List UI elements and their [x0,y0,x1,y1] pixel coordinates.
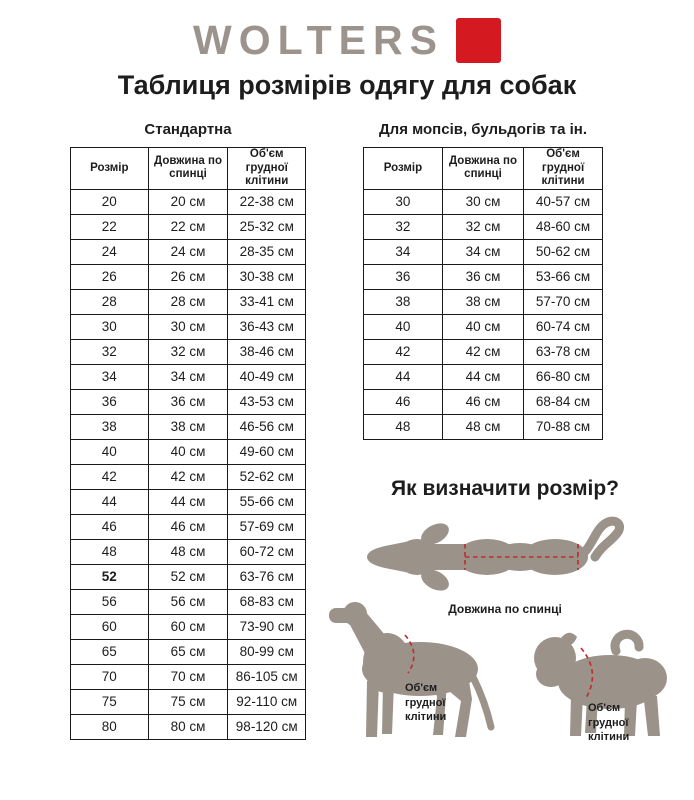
back-length-cell: 36 см [442,264,523,289]
pug-table-title: Для мопсів, бульдогів та ін. [378,121,588,138]
back-length-cell: 38 см [148,414,228,439]
size-cell: 38 [71,414,149,439]
back-length-cell: 40 см [442,314,523,339]
back-length-cell: 75 см [148,689,228,714]
chest-volume-label: Об'єм грудної клітини [405,682,447,723]
table-row [71,414,306,439]
chest-volume-cell: 43-53 см [228,389,306,414]
size-cell: 65 [71,639,149,664]
sizing-guide-title: Як визначити розмір? [391,477,619,500]
back-length-cell: 32 см [148,339,228,364]
back-length-cell: 28 см [148,289,228,314]
table-row [364,289,603,314]
size-cell: 22 [71,214,149,239]
back-length-cell: 24 см [148,239,228,264]
table-row [71,189,306,214]
table-row [71,214,306,239]
standard-size-table [70,147,306,740]
table-row [71,264,306,289]
chest-volume-cell: 57-69 см [228,514,306,539]
table-row [364,214,603,239]
back-length-cell: 32 см [442,214,523,239]
size-cell: 38 [364,289,443,314]
back-length-cell: 30 см [442,189,523,214]
chest-volume-cell: 48-60 см [524,214,603,239]
chest-volume-cell: 66-80 см [524,364,603,389]
size-cell: 36 [364,264,443,289]
table-row [364,389,603,414]
size-cell: 80 [71,714,149,739]
dog-top-view-silhouette [365,512,645,602]
chest-volume-cell: 28-35 см [228,239,306,264]
chest-volume-cell: 80-99 см [228,639,306,664]
chest-volume-cell: 30-38 см [228,264,306,289]
chest-volume-cell: 52-62 см [228,464,306,489]
chest-volume-cell: 86-105 см [228,664,306,689]
back-length-cell: 48 см [148,539,228,564]
back-length-cell: 70 см [148,664,228,689]
back-length-cell: 44 см [148,489,228,514]
size-cell: 70 [71,664,149,689]
size-cell: 44 [71,489,149,514]
size-cell: 30 [364,189,443,214]
chest-volume-column-header: Об'єм грудної клітини [524,148,603,190]
table-row [71,314,306,339]
chest-volume-cell: 40-57 см [524,189,603,214]
chest-volume-cell: 70-88 см [524,414,603,439]
back-length-cell: 52 см [148,564,228,589]
size-cell: 28 [71,289,149,314]
back-length-column-header: Довжина по спинці [148,148,228,190]
chest-volume-cell: 63-78 см [524,339,603,364]
back-length-cell: 20 см [148,189,228,214]
table-row [71,489,306,514]
size-cell: 42 [71,464,149,489]
table-row [71,564,306,589]
chest-volume-cell: 53-66 см [524,264,603,289]
back-length-cell: 30 см [148,314,228,339]
size-cell: 34 [71,364,149,389]
chest-volume-cell: 33-41 см [228,289,306,314]
standard-size-section [70,121,306,740]
size-cell: 48 [71,539,149,564]
chest-volume-cell: 68-84 см [524,389,603,414]
table-row [71,339,306,364]
table-row [364,239,603,264]
table-row [71,614,306,639]
back-length-cell: 44 см [442,364,523,389]
pug-size-section [363,121,603,440]
size-cell: 34 [364,239,443,264]
chest-volume-cell: 46-56 см [228,414,306,439]
size-cell: 40 [71,439,149,464]
back-length-cell: 40 см [148,439,228,464]
chest-volume-cell: 38-46 см [228,339,306,364]
table-row [71,289,306,314]
table-row [71,239,306,264]
size-cell: 26 [71,264,149,289]
chest-volume-cell: 49-60 см [228,439,306,464]
table-row [364,414,603,439]
back-length-cell: 42 см [442,339,523,364]
back-length-column-header: Довжина по спинці [442,148,523,190]
size-cell: 46 [364,389,443,414]
table-header-row [71,148,306,190]
table-row [71,539,306,564]
pug-size-table [363,147,603,440]
size-cell: 52 [71,564,149,589]
table-row [71,689,306,714]
size-cell: 20 [71,189,149,214]
chest-volume-cell: 22-38 см [228,189,306,214]
back-length-cell: 46 см [148,514,228,539]
back-length-cell: 42 см [148,464,228,489]
size-column-header: Розмір [364,148,443,190]
back-length-cell: 46 см [442,389,523,414]
table-row [71,514,306,539]
back-length-cell: 26 см [148,264,228,289]
chest-volume-cell: 36-43 см [228,314,306,339]
size-cell: 32 [364,214,443,239]
brand-logo-text: WOLTERS [193,17,444,63]
table-row [364,364,603,389]
chest-volume-label: Об'єм грудної клітини [588,702,630,743]
chest-volume-cell: 40-49 см [228,364,306,389]
size-cell: 42 [364,339,443,364]
chest-volume-cell: 60-72 см [228,539,306,564]
dog-top-view-icon [365,512,645,602]
back-length-cell: 22 см [148,214,228,239]
chest-volume-cell: 68-83 см [228,589,306,614]
size-cell: 32 [71,339,149,364]
back-length-cell: 36 см [148,389,228,414]
table-row [71,639,306,664]
table-row [364,339,603,364]
table-row [364,189,603,214]
chest-volume-cell: 25-32 см [228,214,306,239]
table-row [364,314,603,339]
back-length-cell: 38 см [442,289,523,314]
back-length-cell: 80 см [148,714,228,739]
table-row [71,364,306,389]
chest-volume-cell: 50-62 см [524,239,603,264]
chest-volume-cell: 55-66 см [228,489,306,514]
table-header-row [364,148,603,190]
size-cell: 36 [71,389,149,414]
chest-volume-cell: 98-120 см [228,714,306,739]
table-row [71,589,306,614]
page-title: Таблиця розмірів одягу для собак [117,70,577,100]
chest-volume-cell: 60-74 см [524,314,603,339]
back-length-cell: 60 см [148,614,228,639]
brand-logo [0,18,694,63]
size-cell: 75 [71,689,149,714]
back-length-cell: 34 см [148,364,228,389]
standard-table-title: Стандартна [144,121,232,138]
back-length-cell: 65 см [148,639,228,664]
size-cell: 56 [71,589,149,614]
chest-volume-column-header: Об'єм грудної клітини [228,148,306,190]
size-cell: 44 [364,364,443,389]
size-cell: 30 [71,314,149,339]
table-row [71,714,306,739]
size-cell: 60 [71,614,149,639]
back-length-cell: 34 см [442,239,523,264]
chest-volume-cell: 73-90 см [228,614,306,639]
table-row [71,389,306,414]
size-cell: 40 [364,314,443,339]
chest-volume-cell: 57-70 см [524,289,603,314]
table-row [71,664,306,689]
back-length-cell: 56 см [148,589,228,614]
chest-volume-cell: 92-110 см [228,689,306,714]
table-row [364,264,603,289]
size-column-header: Розмір [71,148,149,190]
size-cell: 48 [364,414,443,439]
table-row [71,439,306,464]
table-row [71,464,306,489]
brand-red-square-icon [456,18,501,63]
chest-volume-cell: 63-76 см [228,564,306,589]
size-cell: 24 [71,239,149,264]
back-length-cell: 48 см [442,414,523,439]
back-length-label: Довжина по спинці [448,602,562,616]
size-cell: 46 [71,514,149,539]
